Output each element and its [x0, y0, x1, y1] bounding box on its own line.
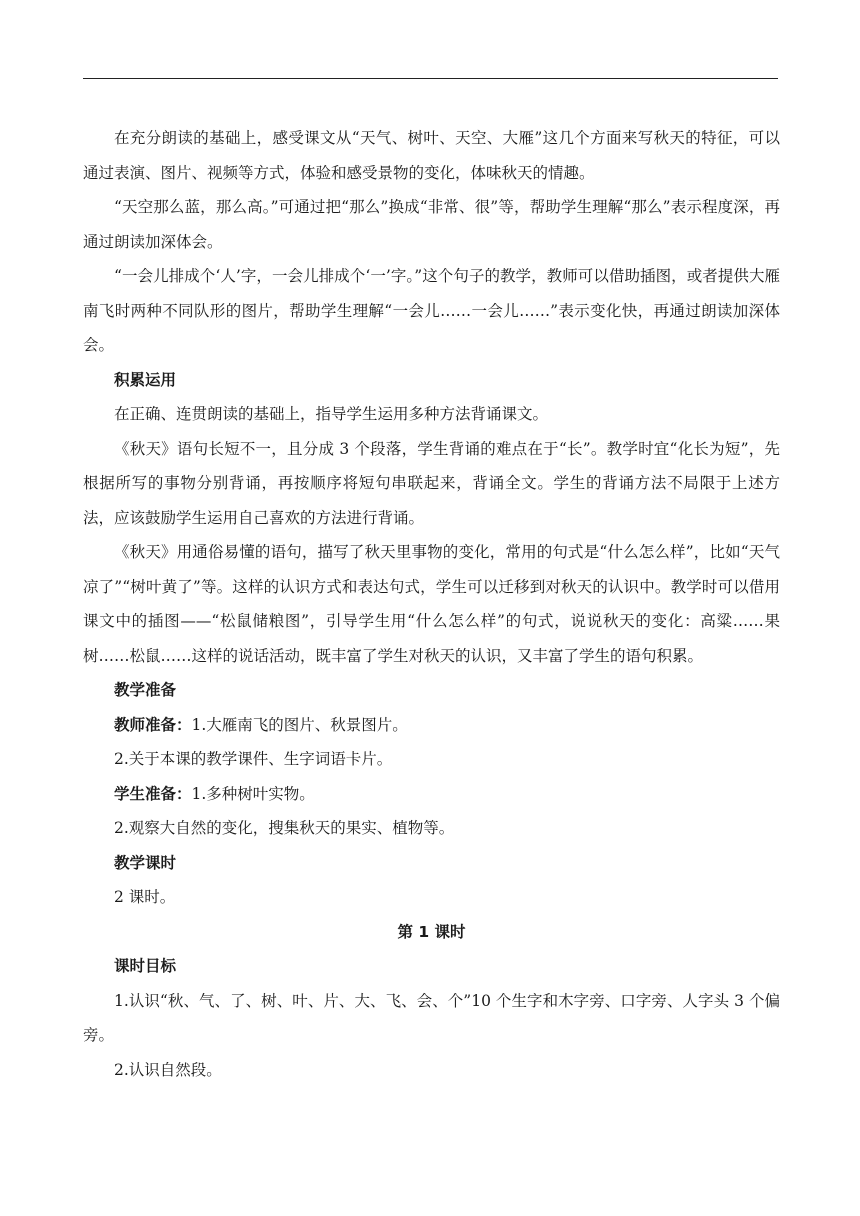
teacher-prep-label: 教师准备： — [114, 715, 192, 734]
paragraph: 在正确、连贯朗读的基础上，指导学生运用多种方法背诵课文。 — [114, 405, 549, 423]
student-prep-text: 1.多种树叶实物。 — [191, 784, 315, 803]
paragraph: 《秋天》用通俗易懂的语句，描写了秋天里事物的变化，常用的句式是“什么怎么样”，比如“天气凉了”“树叶黄了”等。这样的认识方式和表达句式，学生可以迁移到对秋天的认识中。教学时可以借用课文中的插图——“松鼠储粮图”，引导学生用“什么怎么样”的句式，说说秋天的变化：高粱……果树……松鼠……这样的说话活动，既丰富了学生对秋天的认识，又丰富了学生的语句积累。 — [83, 543, 780, 665]
goal-item: 2.认识自然段。 — [114, 1060, 222, 1079]
student-prep-item — [83, 777, 780, 812]
paragraph: 《秋天》语句长短不一，且分成 3 个段落，学生背诵的难点在于“长”。教学时宜“化长为短”，先根据所写的事物分别背诵，再按顺序将短句串联起来，背诵全文。学生的背诵方法不局限于上述方法，应该鼓励学生运用自己喜欢的方法进行背诵。 — [83, 439, 780, 527]
paragraph: “天空那么蓝，那么高。”可通过把“那么”换成“非常、很”等，帮助学生理解“那么”表示程度深，再通过朗读加深体会。 — [83, 198, 780, 251]
paragraph: 在充分朗读的基础上，感受课文从“天气、树叶、天空、大雁”这几个方面来写秋天的特征，可以通过表演、图片、视频等方式，体验和感受景物的变化，体味秋天的情趣。 — [83, 129, 780, 182]
teacher-prep-item: 2.关于本课的教学课件、生字词语卡片。 — [114, 750, 393, 768]
section-heading: 积累运用 — [114, 370, 177, 389]
paragraph: “一会儿排成个‘人’字，一会儿排成个‘一’字。”这个句子的教学，教师可以借助插图，或者提供大雁南飞时两种不同队形的图片，帮助学生理解“一会儿……一会儿……”表示变化快，再通过朗读加深体会。 — [83, 267, 780, 354]
goal-item: 1.认识“秋、气、了、树、叶、片、大、飞、会、个”10 个生字和木字旁、口字旁、人字头 3 个偏旁。 — [83, 991, 780, 1044]
header-rule — [83, 78, 778, 79]
document-body — [83, 121, 780, 1087]
teacher-prep-item — [83, 708, 780, 743]
lesson-title: 第 1 课时 — [397, 922, 466, 941]
student-prep-item: 2.观察大自然的变化，搜集秋天的果实、植物等。 — [114, 819, 455, 837]
section-heading: 课时目标 — [114, 957, 177, 975]
student-prep-label: 学生准备： — [114, 784, 192, 803]
section-heading: 教学课时 — [114, 853, 177, 872]
section-heading: 教学准备 — [114, 681, 177, 699]
paragraph: 2 课时。 — [114, 888, 176, 906]
teacher-prep-text: 1.大雁南飞的图片、秋景图片。 — [191, 715, 408, 734]
